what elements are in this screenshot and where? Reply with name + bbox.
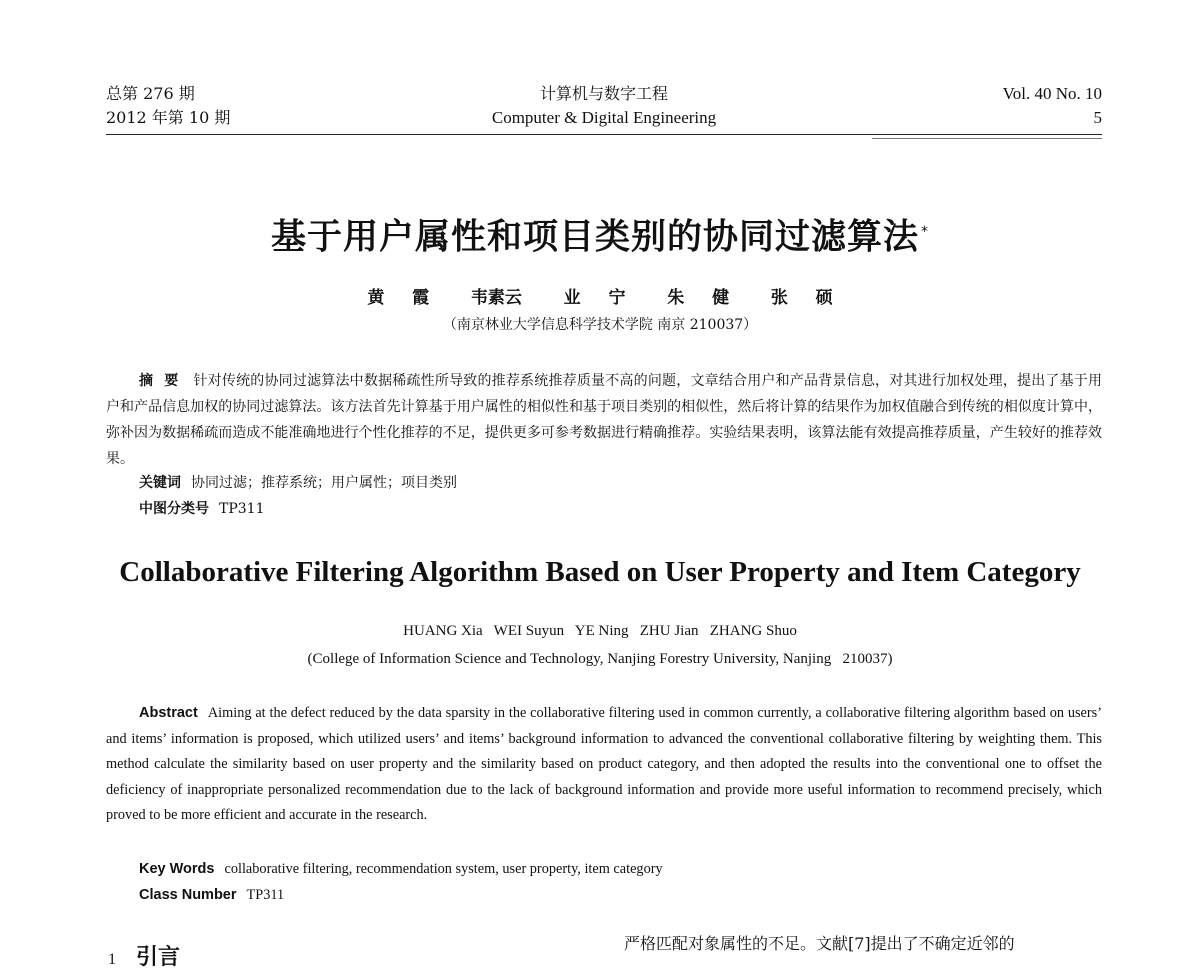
paper-title-cn <box>0 208 1200 262</box>
keywords-cn <box>139 472 457 494</box>
keywords-cn-label: 关键词 <box>139 475 181 491</box>
class-number-cn <box>139 498 264 520</box>
abstract-cn <box>106 368 1102 472</box>
section-heading-introduction <box>108 944 180 974</box>
keywords-cn-text: 协同过滤；推荐系统；用户属性；项目类别 <box>191 475 457 491</box>
volume-info <box>1003 82 1102 130</box>
affiliation-en: (College of Information Science and Technology, Nanjing Forestry University, Nanjing 210037) <box>307 651 893 667</box>
abstract-en-text: Aiming at the defect reduced by the data sparsity in the collaborative filtering used in common currently, a collaborative filtering algorithm based on users’ and items’ information is proposed, which utilized users’ and items’ background information to advanced the conventional collaborative filtering by weighting them. This method calculate the similarity based on user property and the similarity based on product category, and then adopted the results into the conventional one to offset the deficiency of inappropriate personalized recommendation due to the lack of background information and provide more useful information to recommend precisely, which proved to be more efficient and accurate in the research. <box>106 705 1102 824</box>
authors-cn: 黄 霞 韦素云 业 宁 朱 健 张 硕 <box>367 288 833 308</box>
keywords-en-label: Key Words <box>139 861 215 877</box>
paper-title-en: Collaborative Filtering Algorithm Based on User Property and Item Category <box>119 556 1081 588</box>
issue-total: 总第 276 期 <box>106 84 195 103</box>
journal-name-cn: 计算机与数字工程 <box>539 84 668 103</box>
abstract-en <box>106 701 1102 829</box>
body-text-right-column: 严格匹配对象属性的不足。文献[7]提出了不确定近邻的 <box>624 934 1015 953</box>
class-number-en-value: TP311 <box>246 887 285 903</box>
section-title: 引言 <box>136 945 181 970</box>
volume-number: Vol. 40 No. 10 <box>1002 84 1102 103</box>
class-number-cn-label: 中图分类号 <box>139 501 209 517</box>
section-number: 1 <box>108 951 116 968</box>
abstract-en-label: Abstract <box>139 705 198 721</box>
keywords-en <box>139 858 663 880</box>
journal-name <box>106 82 1102 130</box>
affiliation-cn: （南京林业大学信息科学技术学院 南京 210037） <box>442 317 758 333</box>
header-rule <box>872 138 1102 139</box>
funding-footnote-mark: * <box>921 224 929 240</box>
authors-en: HUANG Xia WEI Suyun YE Ning ZHU Jian ZHANG Shuo <box>403 623 797 639</box>
class-number-en-label: Class Number <box>139 887 237 903</box>
journal-name-en: Computer & Digital Engineering <box>491 108 717 127</box>
page-number: 5 <box>1093 108 1102 127</box>
running-header <box>106 82 1102 135</box>
issue-year: 2012 年第 10 期 <box>106 108 231 127</box>
abstract-cn-text: 针对传统的协同过滤算法中数据稀疏性所导致的推荐系统推荐质量不高的问题，文章结合用户和产品背景信息，对其进行加权处理，提出了基于用户和产品信息加权的协同过滤算法。该方法首先计算基于用户属性的相似性和基于项目类别的相似性，然后将计算的结果作为加权值融合到传统的相似度计算中，弥补因为数据稀疏而造成不能准确地进行个性化推荐的不足，提供更多可参考数据进行精确推荐。实验结果表明，该算法能有效提高推荐质量，产生较好的推荐效果。 <box>106 373 1103 467</box>
abstract-cn-label: 摘 要 <box>139 373 182 389</box>
class-number-en <box>139 884 284 906</box>
paper-title-cn-text: 基于用户属性和项目类别的协同过滤算法 <box>270 217 919 258</box>
keywords-en-text: collaborative filtering, recommendation system, user property, item category <box>224 861 663 877</box>
class-number-cn-value: TP311 <box>219 501 265 517</box>
